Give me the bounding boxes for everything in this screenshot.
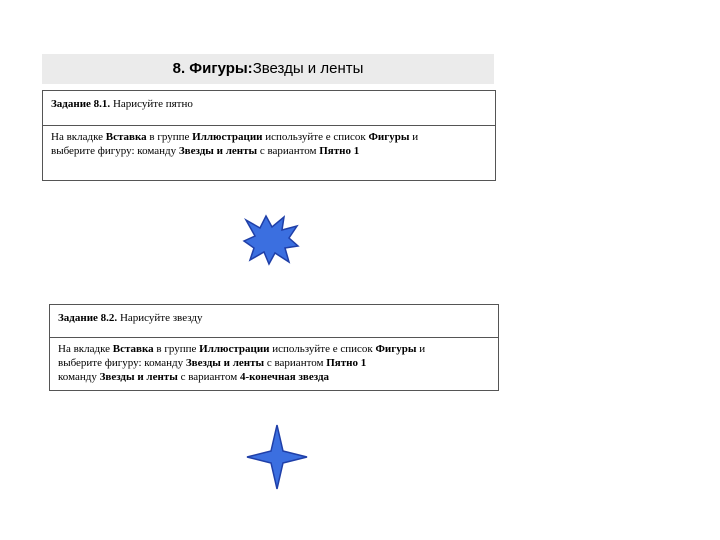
four-point-star-polygon [247,425,307,489]
task-8-2-line-3: команду Звезды и ленты с вариантом 4-конечная звезда [58,371,330,383]
title-rest: Звезды и ленты [252,60,364,77]
task-8-2-line-2: выберите фигуру: команду Звезды и ленты с вариантом Пятно 1 [58,357,367,369]
task-8-1-line-2: выберите фигуру: команду Звезды и ленты с вариантом Пятно 1 [51,145,360,157]
slide-title [42,54,494,84]
task-8-1-line-1: На вкладке Вставка в группе Иллюстрации используйте е список Фигуры и [51,131,419,143]
task-8-1-instructions [43,126,495,162]
task-8-2-line-1: На вкладке Вставка в группе Иллюстрации используйте е список Фигуры и [58,343,426,355]
four-point-star-shape [246,424,308,490]
title-bold: Фигуры: [189,60,253,77]
task-8-1-box [42,90,496,181]
title-number: 8. [172,60,186,77]
task-8-2-instructions [50,338,498,388]
task-8-1-heading: Задание 8.1. Нарисуйте пятно [43,91,495,126]
task-8-2-box [49,304,499,391]
explosion-polygon [244,216,298,264]
explosion-shape [242,214,300,266]
task-8-2-heading: Задание 8.2. Нарисуйте звезду [50,305,498,338]
